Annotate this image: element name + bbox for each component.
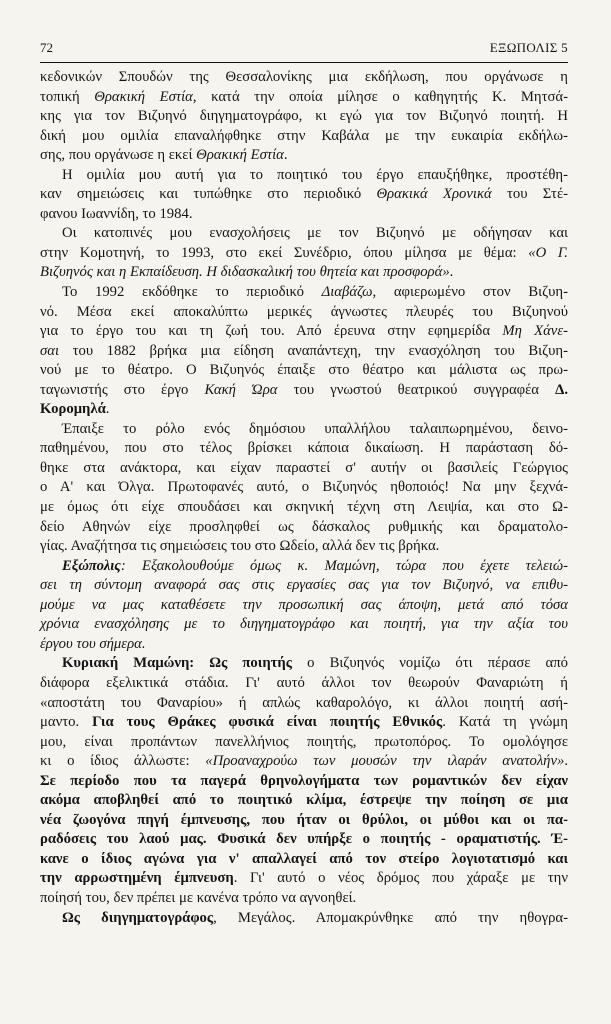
text-run: νό. Μέσα εκεί αποκαλύπτω μερικές άγνωστες πλευρές του Βιζυηνού — [40, 303, 568, 320]
text-line — [40, 400, 568, 420]
text-line — [40, 537, 568, 557]
text-run: Θρακική Εστία — [196, 147, 284, 164]
text-line — [40, 303, 568, 323]
text-line — [40, 127, 568, 147]
text-run: , αφιερωμένο στον Βιζυη- — [372, 284, 568, 301]
text-line — [40, 850, 568, 870]
text-run: . — [105, 401, 110, 418]
text-line — [40, 733, 568, 753]
text-line — [40, 146, 568, 166]
text-run: κι ο ίδιος άλλωστε: — [40, 753, 206, 770]
paragraph — [40, 283, 568, 420]
text-line — [40, 185, 568, 205]
text-run: μούμε να μας καταθέσετε την προσωπική σας άποψη, μετά από τόσα — [40, 596, 568, 613]
text-line — [40, 615, 568, 635]
text-run: : Εξακολουθούμε όμως κ. Μαμώνη, τώρα που έχετε τελειώ- — [120, 557, 568, 574]
text-run: Κυριακή Μαμώνη: Ως ποιητής — [62, 655, 292, 672]
text-line — [40, 459, 568, 479]
text-run: σαι — [40, 342, 60, 359]
text-line — [40, 224, 568, 244]
text-run: Έπαιξε το ρόλο ενός δημόσιου υπαλλήλου ταλαιπωρημένου, δεινο- — [62, 420, 568, 437]
text-run: Για τους Θράκες φυσικά είναι ποιητής Εθνικός — [92, 714, 443, 731]
text-run: Κακή Ώρα — [204, 381, 278, 398]
text-run: ο Α' και Όλγα. Πρωτοφανές αυτό, ο Βιζυηνός ηθοποιός! Να μην ξεχνά- — [40, 479, 568, 496]
text-run: Μη Χάνε- — [502, 323, 568, 340]
text-run: δείο Αθηνών είχε προσληφθεί ως δάσκαλος ρυθμικής και δραματολο- — [40, 518, 568, 535]
text-run: , κατά την οποία μίλησε ο καθηγητής Κ. Μητσά- — [192, 88, 568, 105]
text-run: Η ομιλία μου αυτή για το ποιητικό του έργο επαυξήθηκε, προστέθη- — [62, 166, 568, 183]
text-run: Εξώπολις — [62, 557, 121, 574]
text-line — [40, 869, 568, 889]
text-line — [40, 498, 568, 518]
text-line — [40, 381, 568, 401]
text-run: διάφορα εξελικτικά στάδια. Γι' αυτό άλλοι τον θεωρούν Φαναριώτη ή — [40, 674, 568, 691]
text-line — [40, 752, 568, 772]
text-line — [40, 830, 568, 850]
paragraph — [40, 557, 568, 655]
text-run: Θρακική Εστία — [94, 88, 193, 105]
text-run: Διαβάζω — [321, 284, 373, 301]
text-run: ο Βιζυηνός νομίζω ότι πέρασε από — [291, 655, 568, 672]
text-run: . — [449, 264, 454, 281]
text-line — [40, 478, 568, 498]
text-line — [40, 557, 568, 577]
text-run: νού με το θέατρο. Ο Βιζυηνός έπαιξε στο θέατρο και μάλιστα ως πρω- — [40, 362, 568, 379]
text-run: Οι κατοπινές μου ενασχολήσεις με τον Βιζυηνό με οδήγησαν και — [62, 225, 568, 242]
text-line — [40, 88, 568, 108]
text-run: ταγωνιστής στο έργο — [40, 381, 205, 398]
text-run: σης, που οργάνωσε η εκεί — [40, 147, 197, 164]
text-line — [40, 342, 568, 362]
text-run: την αρρωστημένη έμπνευση — [40, 870, 234, 887]
text-run: ραδόσεις του λαού μας. Φυσικά δεν υπήρξε ο ποιητής - οραματιστής. Έ- — [40, 831, 568, 848]
text-run: ποίησή του, δεν πρέπει με κανένα τρόπο να αγνοηθεί. — [40, 889, 357, 906]
text-run: Το 1992 εκδόθηκε το περιοδικό — [62, 284, 322, 301]
text-run: Δ. — [555, 381, 569, 398]
text-line — [40, 909, 568, 929]
text-run: ακόμα αποβληθεί από το ποιητικό κλίμα, έστρεψε την ποίηση σε μια — [40, 792, 568, 809]
text-line — [40, 889, 568, 909]
text-run: παθημένου, που στο τέλος βρίσκει κάποια δικαίωση. Η παράσταση δό- — [40, 440, 568, 457]
paragraph — [40, 68, 568, 166]
paragraph — [40, 224, 568, 283]
text-run: «Ο Γ. — [528, 244, 568, 261]
text-run: του 1882 βρήκα μια είδηση αναπάντεχη, την ενασχόληση του Βιζυη- — [59, 342, 568, 359]
text-line — [40, 772, 568, 792]
header-rule — [40, 62, 568, 63]
text-run: νέα ζωογόνα πηγή έμπνευσης, που ήταν οι θρύλοι, οι μύθοι και οι πα- — [40, 811, 568, 828]
text-run: του γνωστού θεατρικού συγγραφέα — [277, 381, 556, 398]
text-line — [40, 166, 568, 186]
text-line — [40, 654, 568, 674]
text-line — [40, 674, 568, 694]
text-line — [40, 576, 568, 596]
page-header — [40, 40, 568, 58]
text-run: χρόνια ενασχόλησης με το διηγηματογράφο και ποιητή, για την αξία του — [40, 616, 568, 633]
paragraph — [40, 654, 568, 908]
text-run: με όμως ότι είχε σπουδάσει και σκηνική τέχνη στη Λειψία, και στο Ω- — [40, 499, 568, 516]
article-body — [40, 68, 568, 928]
text-line — [40, 68, 568, 88]
text-run: . Κατά τη γνώμη — [442, 714, 568, 731]
text-line — [40, 791, 568, 811]
text-run: έργου του σήμερα. — [40, 635, 146, 652]
text-run: σει τη σύντομη αναφορά σας στις εργασίες σας για τον Βιζυηνό, να επιθυ- — [40, 577, 568, 594]
text-line — [40, 694, 568, 714]
text-run: μου, είναι προπάντων πανελλήνιος ποιητής, πρωτοπόρος. Το ομολόγησε — [40, 733, 568, 750]
text-run: κανε ο ίδιος αγώνα για ν' απαλλαγεί από τον στείρο λογιοτατισμό και — [40, 850, 568, 867]
text-line — [40, 596, 568, 616]
text-run: κης για τον Βιζυηνό διηγηματογράφο, κι εγώ για τον Βιζυηνό ποιητή. Η — [40, 108, 568, 125]
text-run: Βιζυηνός και η Εκπαίδευση. Η διδασκαλική του θητεία και προσφορά» — [40, 264, 450, 281]
paragraph — [40, 420, 568, 557]
text-line — [40, 322, 568, 342]
text-line — [40, 283, 568, 303]
text-line — [40, 361, 568, 381]
text-run: φανου Ιωαννίδη, το 1984. — [40, 205, 193, 222]
paragraph — [40, 166, 568, 225]
text-line — [40, 518, 568, 538]
text-line — [40, 811, 568, 831]
text-run: Θρακικά Χρονικά — [376, 186, 492, 203]
text-run: κεδονικών Σπουδών της Θεσσαλονίκης μια εκδήλωση, που οργάνωσε η — [40, 69, 568, 85]
text-run: θηκε στα ανάκτορα, και είχαν παραστεί σ' αυτήν οι βασιλείς Γεώργιος — [40, 459, 568, 476]
text-run: . — [283, 147, 288, 164]
text-line — [40, 244, 568, 264]
text-run: . Γι' αυτό ο νέος δρόμος που χάραξε με την — [233, 870, 568, 887]
text-run: «Προαναχρούω των μουσών την ιλαράν ανατολήν» — [205, 753, 565, 770]
text-line — [40, 635, 568, 655]
text-run: γίας. Αναζήτησα τις σημειώσεις του στο Ωδείο, αλλά δεν τις βρήκα. — [40, 538, 440, 555]
text-run: καν σημειώσεις και τυπώθηκε στο περιοδικό — [40, 186, 377, 203]
text-line — [40, 107, 568, 127]
text-run: Κορομηλά — [40, 401, 106, 418]
text-run: Σε περίοδο που τα παγερά θρηνολογήματα των ρομαντικών δεν είχαν — [40, 772, 568, 789]
paragraph — [40, 909, 568, 929]
text-run: Ως διηγηματογράφος — [62, 909, 214, 926]
text-line — [40, 263, 568, 283]
text-line — [40, 420, 568, 440]
text-run: δική μου ομιλία επαναλήφθηκε στην Καβάλα με την ευκαιρία εκδήλω- — [40, 127, 568, 144]
text-run: . — [564, 753, 569, 770]
text-line — [40, 713, 568, 733]
text-line — [40, 205, 568, 225]
text-run: μαντο. — [40, 714, 93, 731]
text-run: τοπική — [40, 88, 95, 105]
text-line — [40, 439, 568, 459]
running-title: ΕΞΩΠΟΛΙΣ 5 — [489, 40, 568, 55]
text-run: , Μεγάλος. Απομακρύνθηκε από την ηθογρα- — [213, 909, 568, 926]
text-run: για το έργο του και τη ζωή του. Από έρευνα στην εφημερίδα — [40, 323, 503, 340]
text-run: «αποστάτη του Φαναρίου» ή απλώς καθαρολόγο, κι άλλοι ποιητή ασή- — [40, 694, 568, 711]
page-number: 72 — [40, 40, 53, 55]
text-run: στην Κομοτηνή, το 1993, στο εκεί Συνέδριο, όπου μίλησα με θέμα: — [40, 244, 529, 261]
text-run: του Στέ- — [491, 186, 568, 203]
